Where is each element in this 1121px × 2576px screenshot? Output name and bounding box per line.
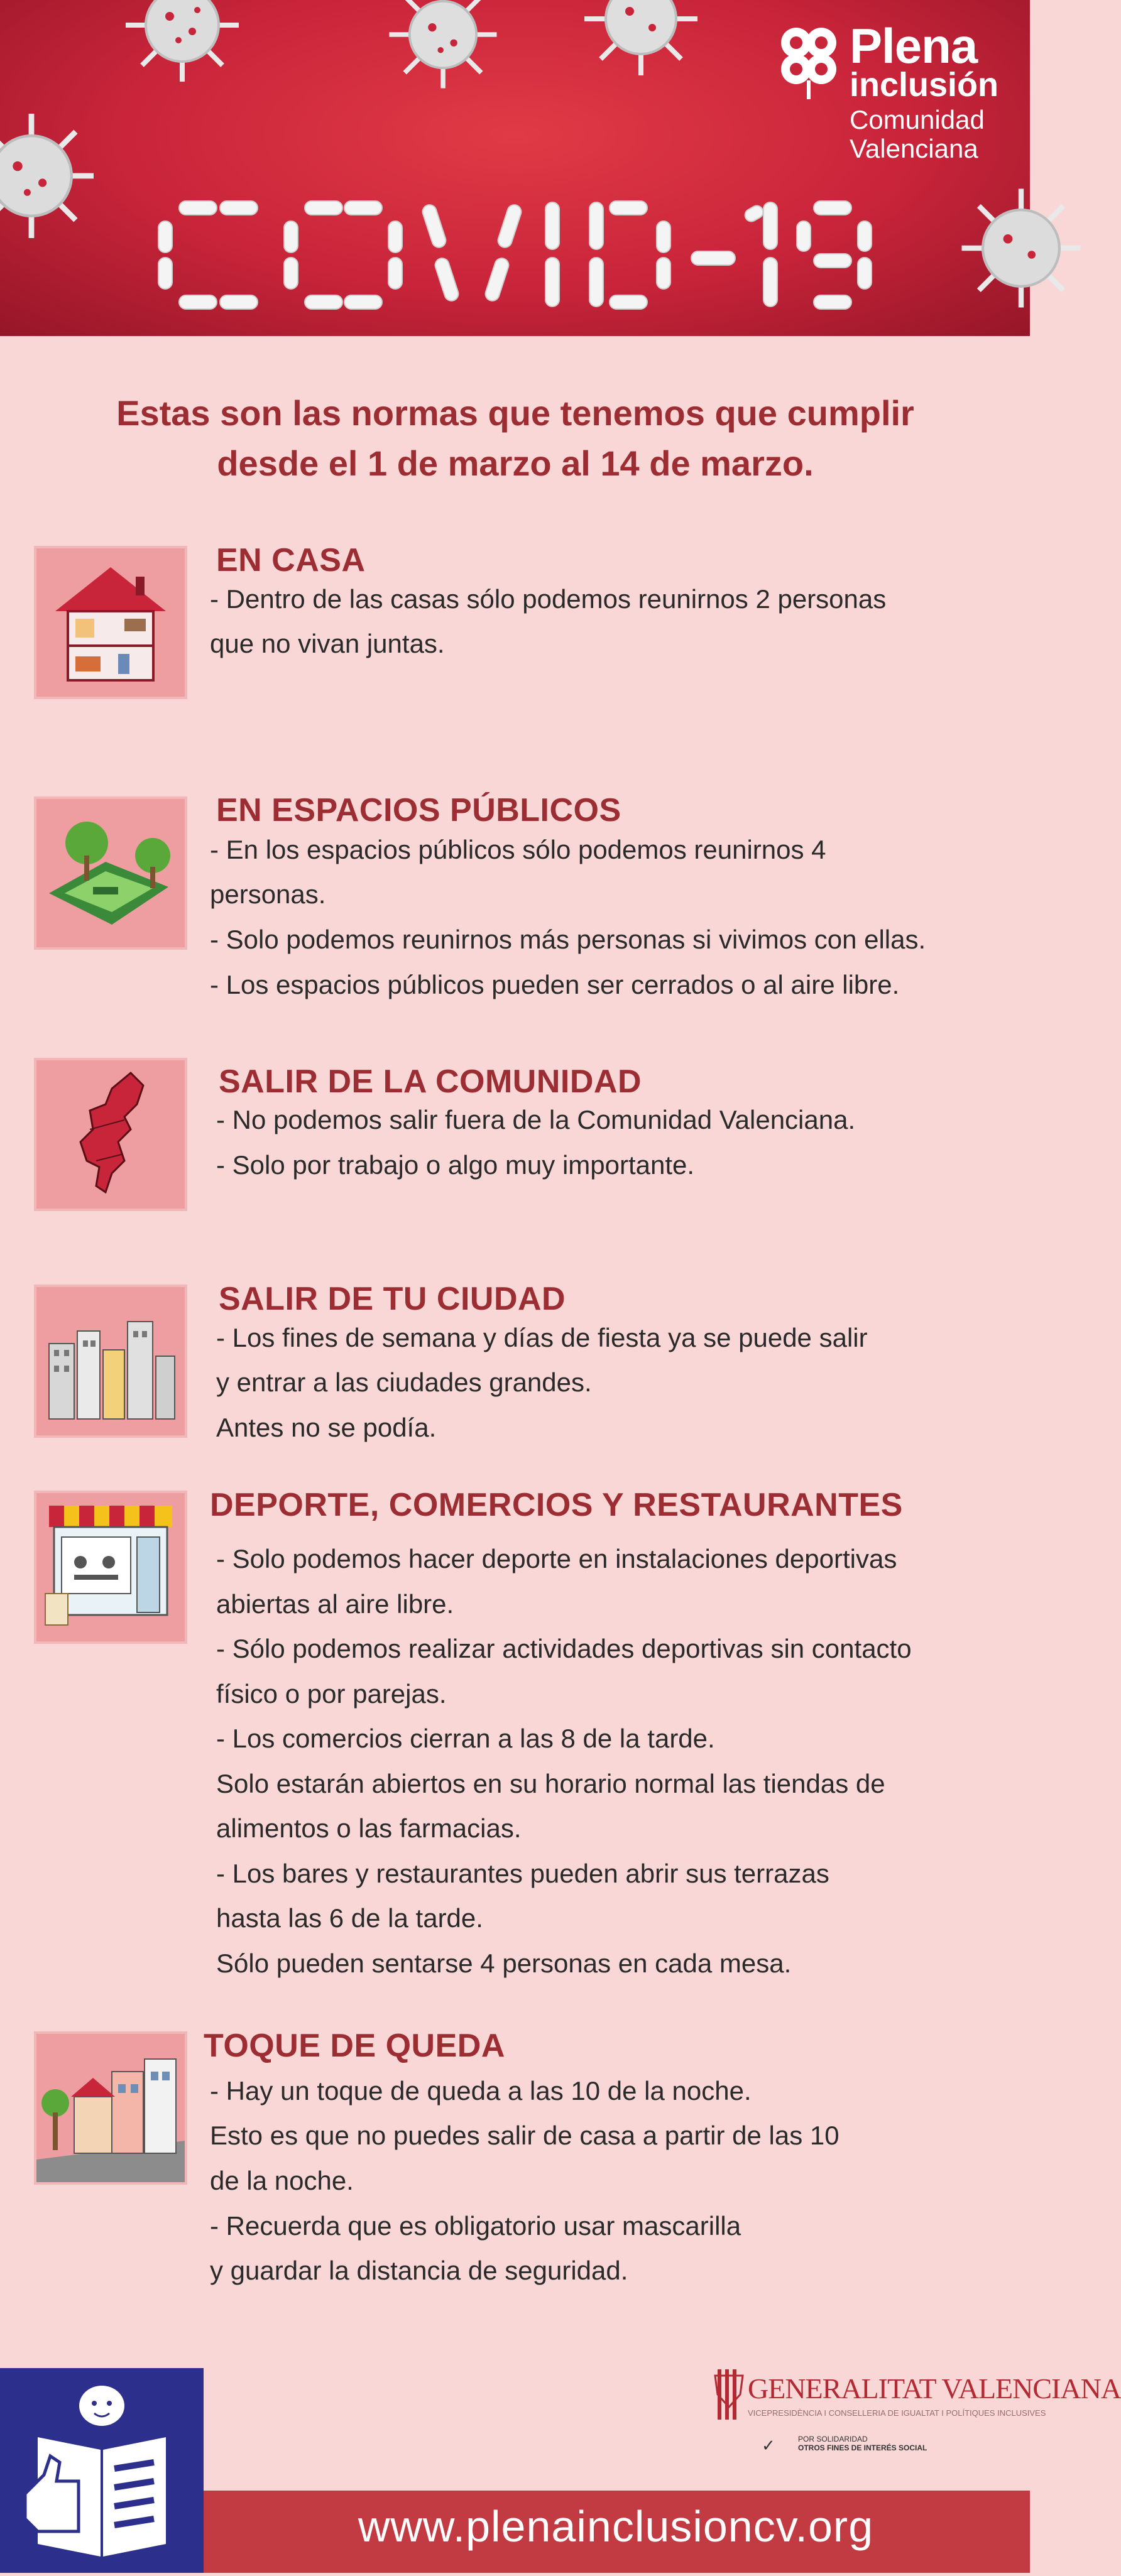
logo-name: Plena xyxy=(850,18,978,73)
region-map-icon xyxy=(36,1060,185,1209)
section-line: - Sólo podemos realizar actividades deportivas sin contacto xyxy=(216,1634,912,1663)
section-title-espacios-publicos: EN ESPACIOS PÚBLICOS xyxy=(216,792,621,829)
restaurant-icon xyxy=(36,1493,185,1641)
section-line: físico o por parejas. xyxy=(216,1679,447,1709)
section-title-en-casa: EN CASA xyxy=(216,542,366,579)
section-line: - Los fines de semana y días de fiesta ya se puede salir xyxy=(216,1323,868,1352)
section-line: Solo estarán abiertos en su horario normal las tiendas de xyxy=(216,1769,885,1798)
gva-name: GENERALITAT VALENCIANA xyxy=(748,2372,1121,2405)
plena-inclusion-logo xyxy=(774,18,1013,168)
section-line: y guardar la distancia de seguridad. xyxy=(210,2256,628,2285)
section-line: - Recuerda que es obligatorio usar mascarilla xyxy=(210,2211,741,2241)
house-icon xyxy=(36,548,185,697)
section-line: que no vivan juntas. xyxy=(210,629,445,658)
intro-line-1: Estas son las normas que tenemos que cumplir xyxy=(116,393,914,433)
solidarity-line-1: POR SOLIDARIDAD xyxy=(798,2435,868,2443)
section-title-salir-comunidad: SALIR DE LA COMUNIDAD xyxy=(219,1063,642,1100)
covid-title-graphic xyxy=(0,188,1030,327)
section-line: hasta las 6 de la tarde. xyxy=(216,1903,483,1933)
intro-heading xyxy=(38,388,993,489)
section-line: - En los espacios públicos sólo podemos reunirnos 4 xyxy=(210,835,826,864)
solidarity-line-2: OTROS FINES DE INTERÉS SOCIAL xyxy=(798,2443,927,2452)
section-line: - Los bares y restaurantes pueden abrir sus terrazas xyxy=(216,1859,829,1888)
section-line: personas. xyxy=(210,879,326,909)
section-title-salir-ciudad: SALIR DE TU CIUDAD xyxy=(219,1281,566,1317)
section-title-deporte: DEPORTE, COMERCIOS Y RESTAURANTES xyxy=(210,1487,903,1523)
section-line: - Los espacios públicos pueden ser cerrados o al aire libre. xyxy=(210,970,900,999)
logo-region-1: Comunidad xyxy=(850,105,985,134)
logo-region-2: Valenciana xyxy=(850,134,978,163)
solidarity-badge xyxy=(759,2433,948,2459)
section-line: Sólo pueden sentarse 4 personas en cada mesa. xyxy=(216,1948,792,1978)
section-line: - Solo podemos reunirnos más personas si vivimos con ellas. xyxy=(210,925,926,954)
section-line: abiertas al aire libre. xyxy=(216,1589,454,1619)
section-line: - No podemos salir fuera de la Comunidad Valenciana. xyxy=(216,1105,856,1134)
street-icon xyxy=(36,2034,185,2182)
section-line: de la noche. xyxy=(210,2166,354,2195)
footer-url-link[interactable]: www.plenainclusioncv.org xyxy=(358,2502,874,2551)
section-line: - Solo podemos hacer deporte en instalaciones deportivas xyxy=(216,1544,897,1573)
section-line: Esto es que no puedes salir de casa a partir de las 10 xyxy=(210,2121,839,2150)
virus-icon xyxy=(383,0,503,94)
flower-logo-icon xyxy=(774,24,843,99)
easy-read-icon xyxy=(0,2368,204,2573)
gva-subtitle: VICEPRESIDÈNCIA I CONSELLERIA DE IGUALTAT I POLÍTIQUES INCLUSIVES xyxy=(748,2408,1046,2418)
section-line: - Los comercios cierran a las 8 de la tarde. xyxy=(216,1724,715,1753)
city-icon xyxy=(36,1287,185,1435)
virus-icon xyxy=(578,0,704,82)
header-banner xyxy=(0,0,1030,336)
section-line: - Hay un toque de queda a las 10 de la noche. xyxy=(210,2076,752,2106)
generalitat-logo xyxy=(715,2367,1121,2423)
logo-name-2: inclusión xyxy=(850,66,999,104)
intro-line-2: desde el 1 de marzo al 14 de marzo. xyxy=(217,443,814,483)
section-line: - Dentro de las casas sólo podemos reunirnos 2 personas xyxy=(210,584,887,614)
gva-shield-icon xyxy=(715,2369,743,2420)
checkmark-icon: ✓ xyxy=(762,2436,775,2455)
section-line: alimentos o las farmacias. xyxy=(216,1813,522,1843)
section-line: Antes no se podía. xyxy=(216,1413,437,1442)
section-title-toque-queda: TOQUE DE QUEDA xyxy=(204,2028,505,2064)
section-line: y entrar a las ciudades grandes. xyxy=(216,1367,592,1397)
section-line: - Solo por trabajo o algo muy importante. xyxy=(216,1150,695,1180)
virus-icon xyxy=(119,0,245,88)
park-icon xyxy=(36,799,185,947)
